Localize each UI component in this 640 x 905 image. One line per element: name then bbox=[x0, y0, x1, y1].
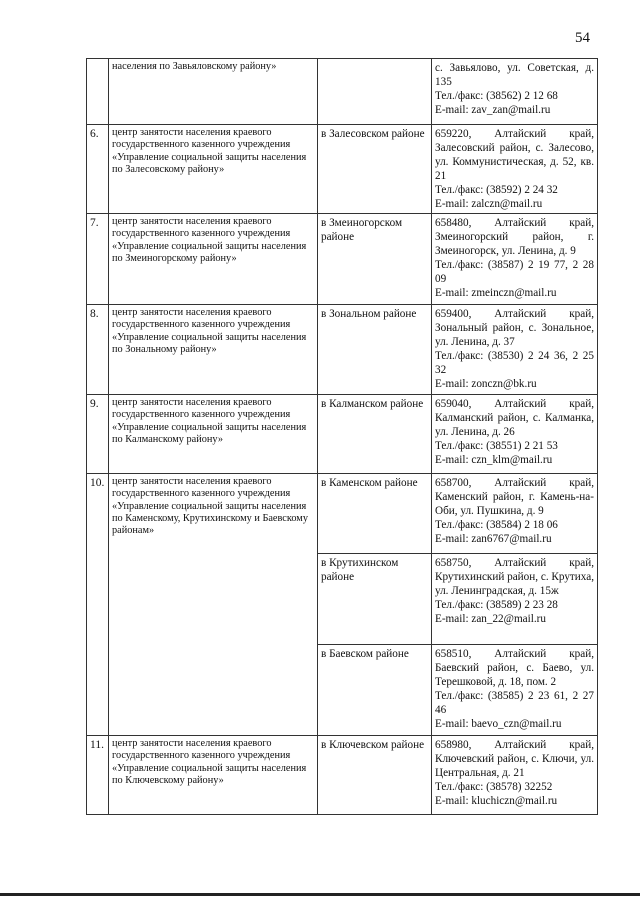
bottom-rule bbox=[0, 893, 640, 896]
row-number: 8. bbox=[87, 305, 109, 395]
contact-cell bbox=[432, 59, 598, 125]
table-row bbox=[87, 214, 598, 305]
district: в Калманском районе bbox=[318, 395, 432, 474]
phone: Тел./факс: (38592) 2 24 32 bbox=[435, 184, 558, 196]
district: в Зональном районе bbox=[318, 305, 432, 395]
institution-name: центр занятости населения краевого государственного казенного учреждения «Управление социальной защиты населения по Зональному району» bbox=[109, 305, 318, 395]
table-row bbox=[87, 395, 598, 474]
institution-name: центр занятости населения краевого государственного казенного учреждения «Управление социальной защиты населения по Каменскому, Крутихинскому и Баевскому районам» bbox=[109, 474, 318, 736]
phone: Тел./факс: (38530) 2 24 36, 2 25 32 bbox=[435, 350, 594, 376]
email: E-mail: baevo_czn@mail.ru bbox=[435, 718, 562, 730]
address: 659220, Алтайский край, Залесовский район, с. Залесово, ул. Коммунистическая, д. 52, кв. 21 bbox=[435, 128, 594, 182]
district bbox=[318, 59, 432, 125]
institution-name: центр занятости населения краевого государственного казенного учреждения «Управление социальной защиты населения по Ключевскому району» bbox=[109, 736, 318, 815]
address: с. Завьялово, ул. Советская, д. 135 bbox=[435, 62, 594, 88]
address: 658750, Алтайский край, Крутихинский район, с. Крутиха, ул. Ленинградская, д. 15ж bbox=[435, 557, 594, 597]
district: в Каменском районе bbox=[318, 474, 432, 554]
contact-cell bbox=[432, 554, 598, 645]
institution-name: населения по Завьяловскому району» bbox=[109, 59, 318, 125]
contact-cell bbox=[432, 736, 598, 815]
row-number: 6. bbox=[87, 125, 109, 214]
district: в Залесовском районе bbox=[318, 125, 432, 214]
table-row bbox=[87, 59, 598, 125]
phone: Тел./факс: (38551) 2 21 53 bbox=[435, 440, 558, 452]
contact-cell bbox=[432, 395, 598, 474]
phone: Тел./факс: (38578) 32252 bbox=[435, 781, 553, 793]
row-number: 9. bbox=[87, 395, 109, 474]
email: E-mail: kluchiczn@mail.ru bbox=[435, 795, 558, 807]
phone: Тел./факс: (38589) 2 23 28 bbox=[435, 599, 558, 611]
table-row bbox=[87, 125, 598, 214]
district: в Змеиногорском районе bbox=[318, 214, 432, 305]
phone: Тел./факс: (38584) 2 18 06 bbox=[435, 519, 558, 531]
contact-cell bbox=[432, 645, 598, 736]
address: 658510, Алтайский край, Баевский район, с. Баево, ул. Терешковой, д. 18, пом. 2 bbox=[435, 648, 594, 688]
table-row bbox=[87, 474, 598, 554]
phone: Тел./факс: (38585) 2 23 61, 2 27 46 bbox=[435, 690, 594, 716]
email: E-mail: zmeinczn@mail.ru bbox=[435, 287, 557, 299]
district: в Крутихинском районе bbox=[318, 554, 432, 645]
page-number: 54 bbox=[575, 30, 590, 46]
email: E-mail: czn_klm@mail.ru bbox=[435, 454, 553, 466]
institution-name: центр занятости населения краевого государственного казенного учреждения «Управление социальной защиты населения по Змеиногорскому району» bbox=[109, 214, 318, 305]
row-number: 11. bbox=[87, 736, 109, 815]
address: 658700, Алтайский край, Каменский район, г. Камень-на-Оби, ул. Пушкина, д. 9 bbox=[435, 477, 594, 517]
district: в Баевском районе bbox=[318, 645, 432, 736]
phone: Тел./факс: (38562) 2 12 68 bbox=[435, 90, 558, 102]
email: E-mail: zalczn@mail.ru bbox=[435, 198, 543, 210]
contact-cell bbox=[432, 125, 598, 214]
email: E-mail: zonczn@bk.ru bbox=[435, 378, 537, 390]
row-number: 10. bbox=[87, 474, 109, 736]
email: E-mail: zav_zan@mail.ru bbox=[435, 104, 551, 116]
district: в Ключевском районе bbox=[318, 736, 432, 815]
row-number: 7. bbox=[87, 214, 109, 305]
address: 658980, Алтайский край, Ключевский район, с. Ключи, ул. Центральная, д. 21 bbox=[435, 739, 594, 779]
contact-cell bbox=[432, 214, 598, 305]
contact-cell bbox=[432, 474, 598, 554]
employment-centers-table bbox=[86, 58, 598, 815]
phone: Тел./факс: (38587) 2 19 77, 2 28 09 bbox=[435, 259, 594, 285]
address: 658480, Алтайский край, Змеиногорский район, г. Змеиногорск, ул. Ленина, д. 9 bbox=[435, 217, 594, 257]
table-row bbox=[87, 305, 598, 395]
institution-name: центр занятости населения краевого государственного казенного учреждения «Управление социальной защиты населения по Залесовскому району» bbox=[109, 125, 318, 214]
address: 659400, Алтайский край, Зональный район, с. Зональное, ул. Ленина, д. 37 bbox=[435, 308, 594, 348]
email: E-mail: zan_22@mail.ru bbox=[435, 613, 546, 625]
table-row bbox=[87, 736, 598, 815]
address: 659040, Алтайский край, Калманский район, с. Калманка, ул. Ленина, д. 26 bbox=[435, 398, 594, 438]
row-number bbox=[87, 59, 109, 125]
institution-name: центр занятости населения краевого государственного казенного учреждения «Управление социальной защиты населения по Калманскому району» bbox=[109, 395, 318, 474]
email: E-mail: zan6767@mail.ru bbox=[435, 533, 552, 545]
contact-cell bbox=[432, 305, 598, 395]
